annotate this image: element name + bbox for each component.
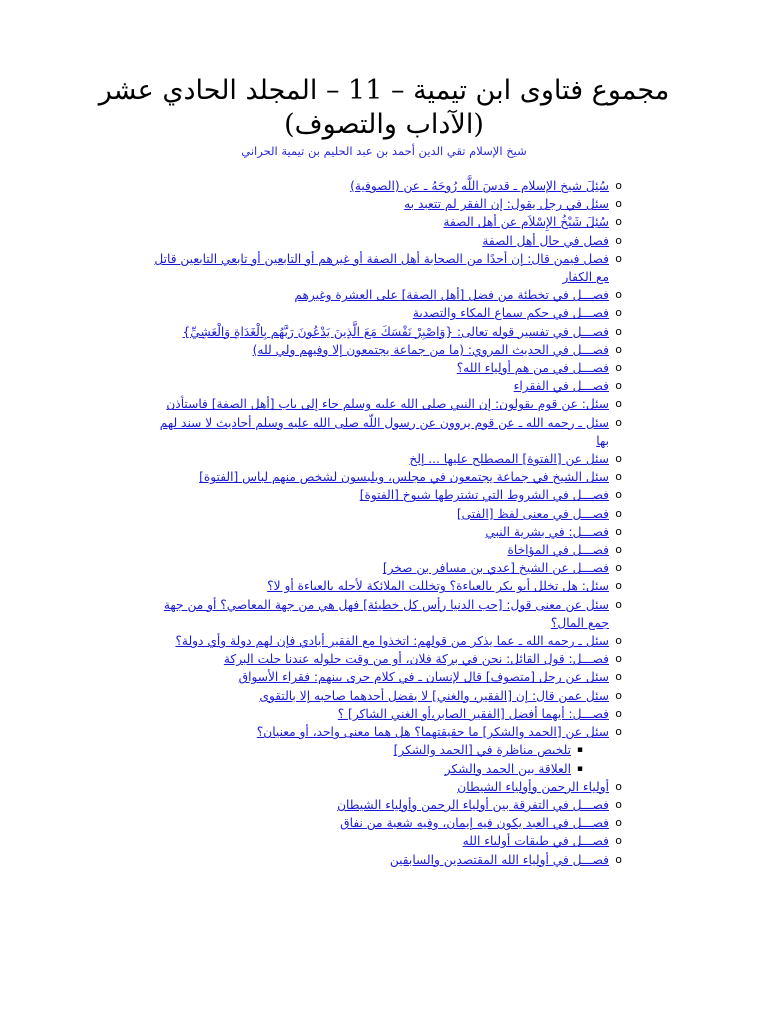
toc-link[interactable]: سئل: عن قوم يقولون: إن النبي صلى الله عليه وسلم جاء إلى باب [أهل الصفة] فاستأذن [166, 397, 609, 412]
toc-link[interactable]: فصـــل في الشروط التي تشترطها شيوخ [الفتوة] [359, 488, 609, 503]
toc-link[interactable]: سئل ـ رحمه الله ـ عما يذكر من قولهم: اتخذوا مع الفقير أيادي فإن لهم دولة وأي دولة؟ [175, 634, 609, 649]
toc-item [147, 632, 623, 650]
toc-link[interactable]: فصـــل في حكم سماع المكاء والتصدية [412, 306, 609, 321]
toc-link[interactable]: سئل عمن قال: إن [الفقير، والغني] لا يفضل أحدهما صاحبه إلا بالتقوى [259, 688, 609, 703]
toc-subitem [147, 760, 623, 778]
title-line-1: مجموع فتاوى ابن تيمية – 11 – المجلد الحادي عشر [98, 75, 670, 106]
table-of-contents [147, 177, 623, 869]
toc-item [147, 250, 623, 286]
toc-item [147, 687, 623, 705]
toc-item [147, 450, 623, 468]
toc-item [147, 814, 623, 832]
toc-item [147, 414, 623, 450]
toc-item [147, 650, 623, 668]
toc-link[interactable]: فصـــل: في بشرية النبي [485, 524, 609, 539]
toc-item [147, 286, 623, 304]
toc-item [147, 851, 623, 869]
toc-link[interactable]: فصـــل في المؤاخاة [507, 543, 609, 558]
toc-link[interactable]: سئل عن رجل [متصوف] قال لإنسان ـ في كلام جرى بينهم: فقراء الأسواق [238, 670, 609, 685]
toc-item [147, 577, 623, 595]
toc-link[interactable]: سئل عن معنى قول: [حب الدنيا رأس كل خطيئة] فهل هي من جهة المعاصي؟ أو من جهة جمع المال؟ [163, 597, 609, 630]
toc-item [147, 705, 623, 723]
toc-link[interactable]: سئل في رجل يقول: إن الفقر لم تتعبد به [404, 197, 609, 212]
toc-item [147, 596, 623, 632]
toc-item [147, 778, 623, 796]
toc-link[interactable]: سُئِلَ شَيْخُ الإِسْلاَم عن أهل الصفة [443, 215, 609, 230]
toc-item [147, 468, 623, 486]
toc-item [147, 541, 623, 559]
toc-item [147, 323, 623, 341]
toc-link[interactable]: فصـــل: أيهما أفضل [الفقير الصابر،أو الغني الشاكر] ؟ [337, 706, 609, 721]
title-line-2: (الآداب والتصوف) [284, 109, 484, 140]
page-title [0, 74, 768, 142]
toc-link[interactable]: فصـــل في التفرقة بين أولياء الرحمن وأولياء الشيطان [337, 797, 609, 812]
toc-link[interactable]: سئل: هل تخلل أبو بكر بالعباءة؟ وتخللت الملائكة لأجله بالعباءة أو لا؟ [267, 579, 609, 594]
toc-item [147, 195, 623, 213]
toc-item [147, 304, 623, 322]
toc-item [147, 559, 623, 577]
toc-link[interactable]: فصـــل: قول القائل: نحن في بركة فلان، أو من وقت حلوله عندنا حلت البركة [223, 652, 609, 667]
toc-item [147, 395, 623, 413]
toc-link[interactable]: فصل فيمن قال: إن أحدًا من الصحابة أهل الصفة أو غيرهم أو التابعين أو تابعي التابعين قاتل مع الكفار [154, 251, 609, 285]
toc-item [147, 523, 623, 541]
toc-item [147, 832, 623, 850]
toc-link[interactable]: فصـــل في معنى لفظ [الفتى] [456, 506, 609, 521]
toc-link[interactable]: فصـــل في الحديث المروي: (ما من جماعة يجتمعون إلا وفيهم ولي لله) [252, 342, 609, 357]
author-line: شيخ الإسلام تقي الدين أحمد بن عبد الحليم بن تيمية الحراني [241, 144, 527, 158]
toc-link[interactable]: فصل في حال أهل الصفة [482, 233, 609, 248]
toc-link[interactable]: فصـــل في طبقات أولياء الله [462, 834, 609, 849]
toc-link[interactable]: فصـــل في تفسير قوله تعالى: {وَاصْبِرْ نَفْسَكَ مَعَ الَّذِينَ يَدْعُونَ رَبَّهُم بِالْغَدَاةِ وَالْعَشِيِّ} [182, 324, 609, 339]
toc-link[interactable]: فصـــل في العبد يكون فيه إيمان، وفيه شعبة من نفاق [340, 816, 609, 831]
toc-item [147, 668, 623, 686]
toc-link[interactable]: سئل عن [الفتوة] المصطلح عليها ... إلخ [409, 452, 609, 467]
toc-link[interactable]: العلاقة بين الحمد والشكر [444, 761, 571, 776]
toc-link[interactable]: سُئِلَ شيخ الإسلام ـ قدسَ اللَّه رُوحَهُ ـ عن (الصوفية) [350, 179, 609, 193]
toc-item [147, 486, 623, 504]
toc-item [147, 723, 623, 741]
toc-link[interactable]: سئل الشيخ في جماعة يجتمعون في مجلس، ويلبسون لشخص منهم لباس [الفتوة] [199, 470, 609, 485]
toc-link[interactable]: أولياء الرحمن وأولياء الشيطان [457, 779, 609, 794]
toc-item [147, 359, 623, 377]
toc-subitem [147, 741, 623, 759]
toc-item [147, 232, 623, 250]
toc-link[interactable]: فصـــل عن الشيخ [عدي بن مسافر بن صخر] [382, 561, 609, 576]
toc-item [147, 377, 623, 395]
toc-link[interactable]: سئل عن [الحمد والشكر] ما حقيقتهما؟ هل هما معنى واحد، أو معنيان؟ [256, 725, 609, 740]
toc-item [147, 341, 623, 359]
toc-item [147, 796, 623, 814]
toc-item [147, 177, 623, 195]
toc-link[interactable]: سئل ـ رحمه الله ـ عن قوم يروون عن رسول اللّه صلى الله عليه وسلم أحاديث لا سند لهم بها [159, 415, 609, 448]
toc-link[interactable]: فصـــل في من هم أولياء الله؟ [456, 361, 609, 376]
toc-link[interactable]: فصـــل في تخطئة من فضل [أهل الصفة] على العشرة وغيرهم [294, 288, 609, 303]
toc-link[interactable]: فصـــل في الفقراء [513, 379, 609, 394]
toc-link[interactable]: تلخيص مناظرة في [الحمد والشكر] [393, 743, 571, 758]
toc-item [147, 505, 623, 523]
toc-item [147, 213, 623, 231]
toc-link[interactable]: فصـــل في أولياء الله المقتصدين والسابقين [389, 852, 609, 867]
